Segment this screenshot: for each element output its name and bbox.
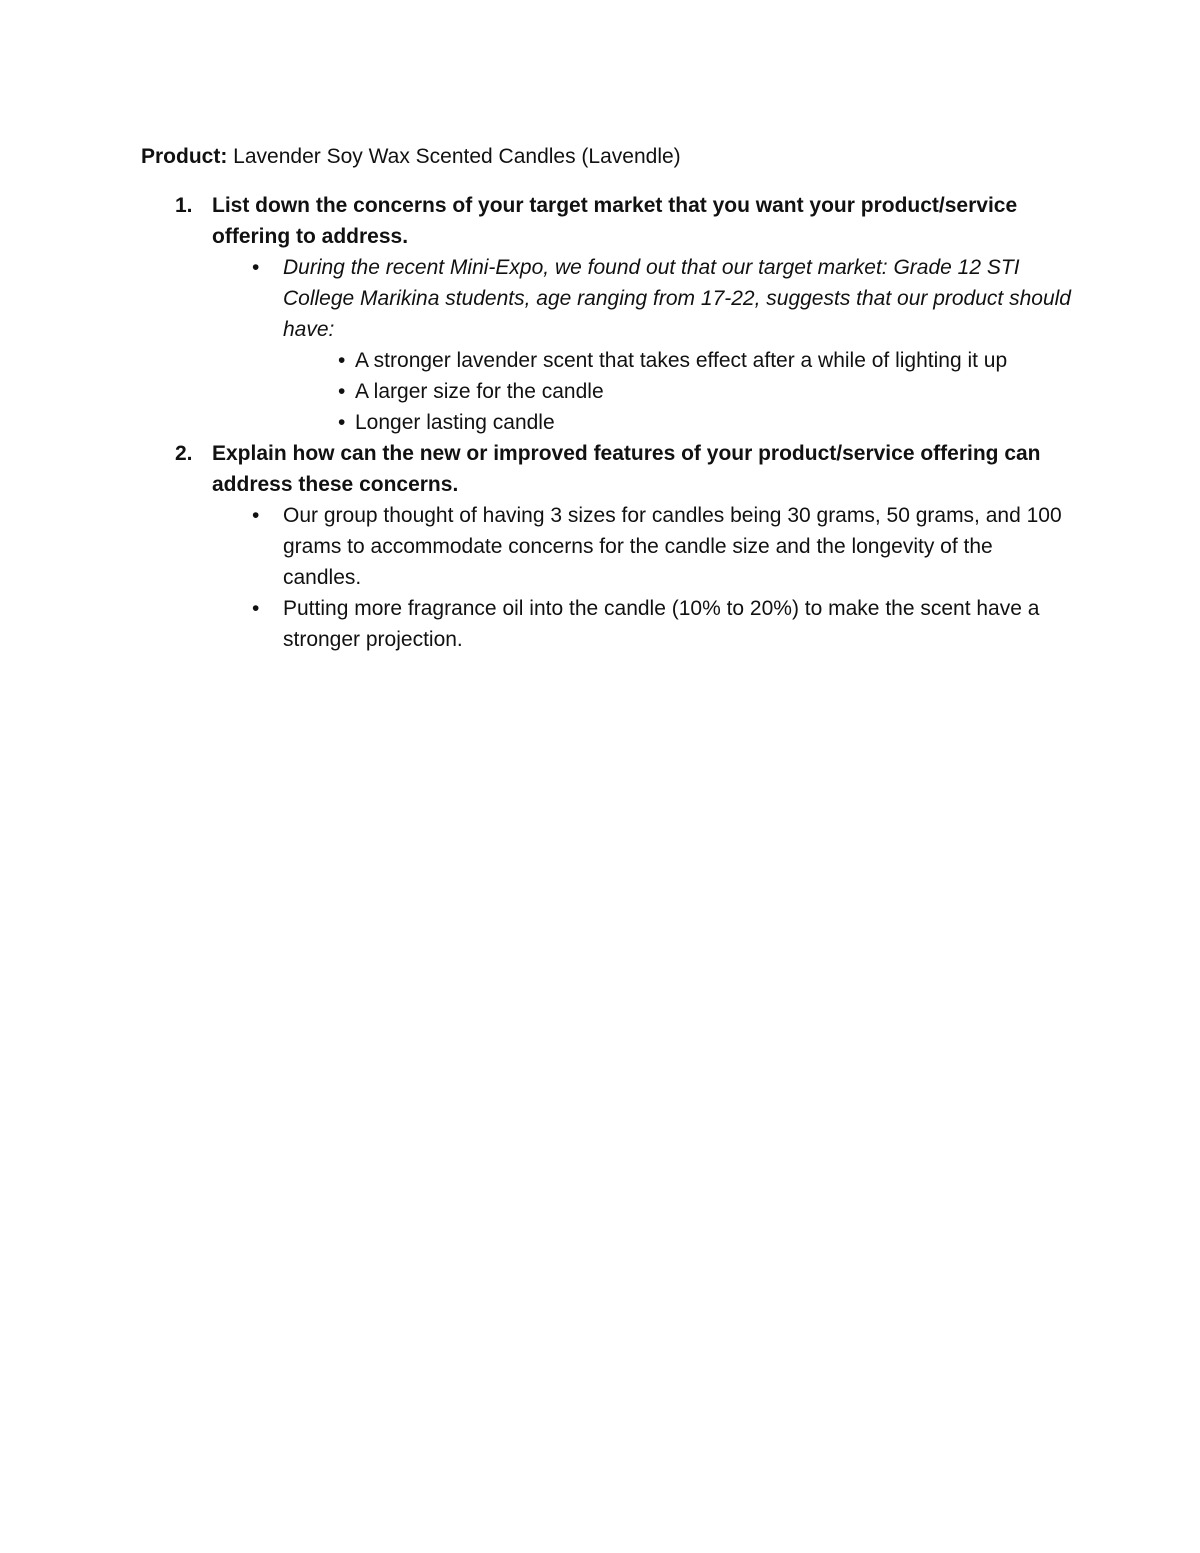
product-label: Product: — [141, 145, 228, 168]
product-line — [141, 141, 1071, 172]
sub-answer-list — [283, 345, 1071, 438]
sub-answer-text: A larger size for the candle — [355, 380, 604, 403]
sub-answer-item — [283, 345, 1071, 376]
sub-answer-text: Longer lasting candle — [355, 411, 555, 434]
question-number: 1. — [175, 194, 193, 217]
question-item — [141, 438, 1071, 655]
bullet-icon: • — [252, 504, 260, 527]
bullet-icon: • — [338, 411, 346, 434]
question-number: 2. — [175, 442, 193, 465]
sub-answer-item — [283, 407, 1071, 438]
sub-answer-item — [283, 376, 1071, 407]
bullet-icon: • — [252, 256, 260, 279]
sub-answer-text: A stronger lavender scent that takes effect after a while of lighting it up — [355, 349, 1008, 372]
answer-list — [212, 252, 1071, 438]
answer-item — [212, 500, 1071, 593]
answer-item — [212, 252, 1071, 438]
answer-item — [212, 593, 1071, 655]
answer-text: Putting more fragrance oil into the candle (10% to 20%) to make the scent have a stronger projection. — [283, 597, 1040, 651]
answer-text: During the recent Mini-Expo, we found out that our target market: Grade 12 STI College Marikina students, age ranging from 17-22, suggests that our product should have: — [283, 256, 1071, 341]
question-text: List down the concerns of your target market that you want your product/service offering to address. — [212, 194, 1018, 248]
question-text: Explain how can the new or improved features of your product/service offering can address these concerns. — [212, 442, 1041, 496]
question-list — [141, 190, 1071, 655]
bullet-icon: • — [338, 349, 346, 372]
answer-list — [212, 500, 1071, 655]
bullet-icon: • — [252, 597, 260, 620]
answer-text: Our group thought of having 3 sizes for candles being 30 grams, 50 grams, and 100 grams to accommodate concerns for the candle size and the longevity of the candles. — [283, 504, 1062, 589]
document-body — [141, 141, 1071, 655]
product-name: Lavender Soy Wax Scented Candles (Lavendle) — [233, 145, 681, 168]
bullet-icon: • — [338, 380, 346, 403]
question-item — [141, 190, 1071, 438]
